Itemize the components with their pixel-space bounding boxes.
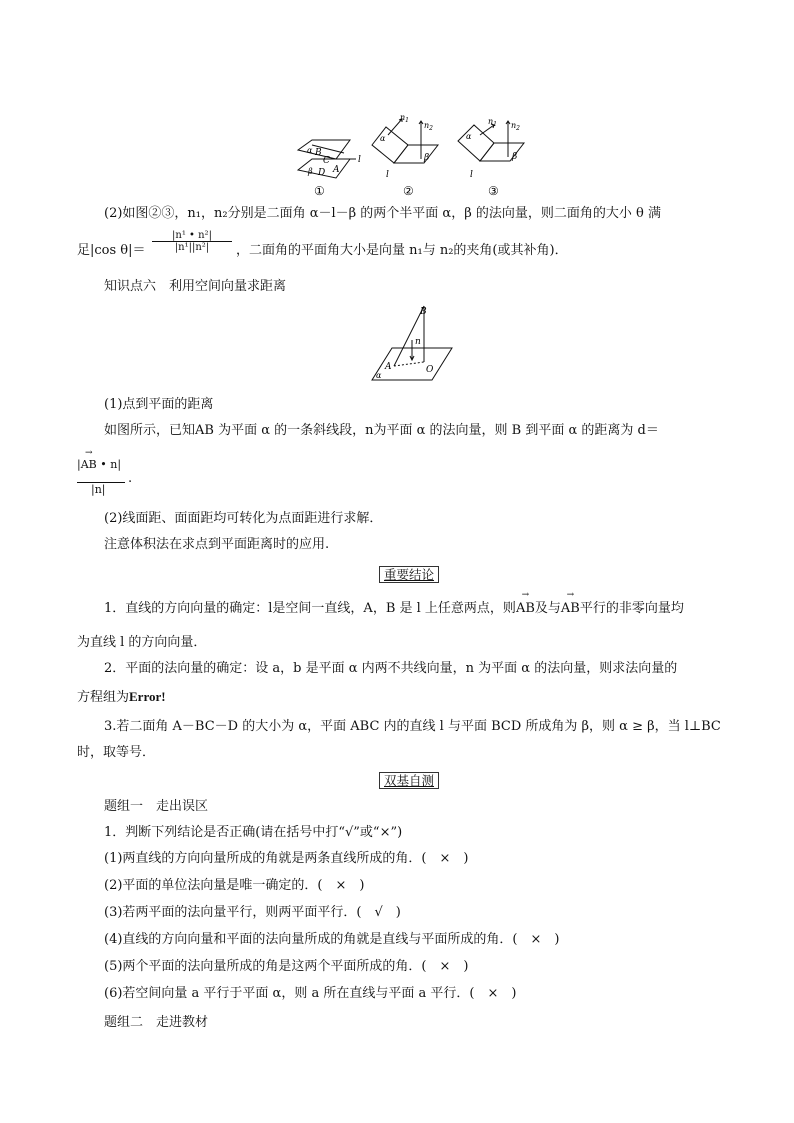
fraction-bar — [77, 472, 125, 483]
cos-fraction-numerator: |n¹ • n²| — [152, 230, 232, 242]
volume-method-note: 注意体积法在求点到平面距离时的应用. — [104, 537, 330, 552]
fig3-alpha: α — [466, 132, 472, 141]
q1-item-1: (1)两直线的方向向量所成的角就是两条直线所成的角．( × ) — [104, 851, 469, 866]
fig1-B: B — [315, 148, 322, 158]
conclusion-2-line-1: 2．平面的法向量的确定：设 a，b 是平面 α 内两不共线向量，n 为平面 α 的法向量，则求法向量的 — [104, 661, 678, 676]
fig-label-3: ③ — [488, 184, 499, 198]
fig-label-1: ① — [314, 184, 325, 198]
fig2-alpha: α — [380, 134, 386, 143]
error-text: Error! — [129, 689, 166, 704]
dihedral-line-2-prefix: 足|cos θ|＝ — [77, 243, 146, 258]
fig2-beta: β — [424, 153, 430, 163]
cos-fraction-denominator: |n¹||n²| — [174, 242, 210, 253]
group-1-title: 题组一 走出误区 — [104, 799, 209, 814]
conclusion-2-line-2: 方程组为Error! — [77, 689, 166, 705]
self-test-title: 双基自测 — [379, 772, 439, 789]
conclusion-1-line-2: 为直线 l 的方向向量． — [77, 635, 207, 650]
distance-fraction-denominator: |n| — [91, 483, 106, 496]
dist-B: B — [420, 307, 427, 317]
fig-label-2: ② — [403, 184, 414, 198]
question-1-prompt: 1．判断下列结论是否正确(请在括号中打“√”或“×”) — [104, 825, 403, 840]
fig1-A: A — [333, 165, 340, 175]
q1-item-6: (6)若空间向量 a 平行于平面 α，则 a 所在直线与平面 a 平行．( × ) — [104, 986, 517, 1001]
q1-item-4: (4)直线的方向向量和平面的法向量所成的角就是直线与平面所成的角．( × ) — [104, 932, 560, 947]
fig2-n2: $n_2$ — [424, 121, 433, 132]
vector-AB-2: → AB — [561, 600, 580, 618]
conclusion-3-line-2: 时，取等号． — [77, 745, 156, 760]
fig3-n2: $n_2$ — [511, 121, 520, 132]
q1-item-2: (2)平面的单位法向量是唯一确定的．( × ) — [104, 878, 365, 893]
fig1-beta: β — [308, 167, 313, 176]
distance-period: . — [128, 471, 133, 486]
group-2-title: 题组二 走进教材 — [104, 1015, 209, 1030]
point-plane-line-1: 如图所示，已知AB 为平面 α 的一条斜线段，n为平面 α 的法向量，则 B 到平面 α 的距离为 d＝ — [104, 423, 659, 438]
fig1-alpha: α — [307, 146, 313, 155]
fig3-beta: β — [512, 152, 518, 162]
line-plane-distance: (2)线面距、面面距均可转化为点面距进行求解． — [104, 511, 383, 526]
fig2-n1: $n_1$ — [400, 115, 409, 124]
vector-AB-1: → AB — [516, 600, 535, 618]
dist-A: A — [385, 362, 392, 372]
conclusion-1-line-1: 1．直线的方向向量的确定：l是空间一直线，A，B 是 l 上任意两点，则→ AB及与→ AB平行的非零向量均 — [104, 600, 684, 618]
distance-fraction — [77, 452, 122, 497]
conclusion-3-line-1: 3.若二面角 A－BC－D 的大小为 α，平面 ABC 内的直线 l 与平面 BCD 所成角为 β，则 α ≥ β，当 l⊥BC — [104, 719, 721, 734]
dihedral-line-2-suffix: ，二面角的平面角大小是向量 n₁与 n₂的夹角(或其补角)． — [236, 243, 568, 258]
fig2-l: l — [386, 170, 389, 180]
dihedral-line-1: (2)如图②③，n₁，n₂分别是二面角 α－l－β 的两个半平面 α，β 的法向量，则二面角的大小 θ 满 — [104, 206, 661, 221]
fig3-n1: $n_1$ — [488, 117, 497, 128]
section-6-title: 知识点六 利用空间向量求距离 — [104, 279, 287, 294]
fig3-l: l — [470, 170, 473, 180]
important-conclusions-title: 重要结论 — [379, 566, 439, 583]
dihedral-figures — [290, 115, 540, 200]
distance-fraction-numerator: |→ AB • n| — [77, 452, 119, 472]
vector-AB: → AB — [81, 458, 97, 472]
dist-O: O — [426, 365, 434, 375]
fig1-l: l — [358, 155, 361, 165]
q1-item-5: (5)两个平面的法向量所成的角是这两个平面所成的角．( × ) — [104, 959, 469, 974]
point-plane-heading: (1)点到平面的距离 — [104, 397, 214, 412]
distance-figure — [368, 300, 458, 384]
dist-alpha: α — [376, 371, 382, 380]
cos-fraction — [152, 230, 232, 253]
dist-n: n — [415, 337, 421, 347]
q1-item-3: (3)若两平面的法向量平行，则两平面平行．( √ ) — [104, 905, 401, 920]
fig1-D: D — [318, 168, 326, 178]
fig1-C: C — [323, 156, 330, 166]
